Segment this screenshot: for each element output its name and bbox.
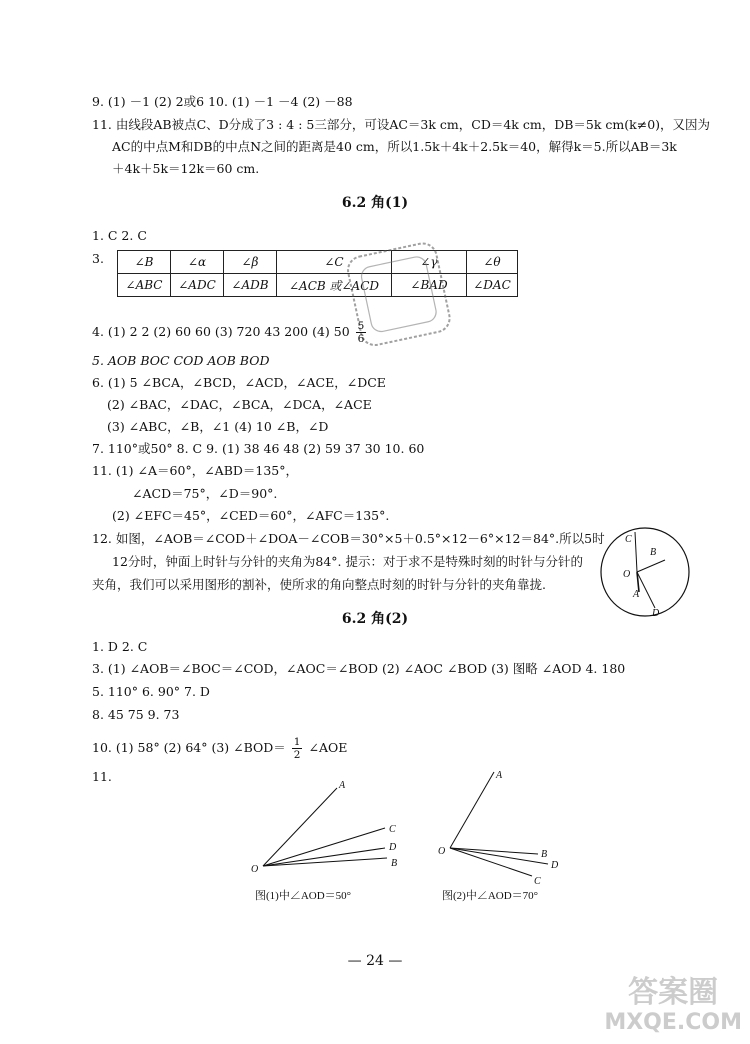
table-cell: ∠β	[224, 251, 277, 274]
answer-s1-q12b: 12分时，钟面上时针与分针的夹角为84°. 提示：对于求不是特殊时刻的时针与分针的	[112, 554, 584, 569]
watermark-top: 答案圈	[628, 975, 719, 1010]
answer-s2-q10-text: 10. (1) 58° (2) 64° (3) ∠BOD＝	[92, 740, 286, 755]
fig1-ray-ob	[263, 858, 387, 866]
answer-line-11a: 11. 由线段AB被点C、D分成了3 : 4 : 5三部分，可设AC＝3k cm，CD＝4k cm，DB＝5k cm(k≠0)，又因为	[92, 117, 711, 132]
page-number: — 24 —	[347, 953, 403, 969]
table-cell: ∠DAC	[467, 274, 518, 297]
fig2-label-o: O	[438, 846, 446, 857]
answer-s2-q5: 5. 110° 6. 90° 7. D	[92, 684, 210, 699]
figure-1	[245, 772, 415, 907]
table-cell: ∠ADC	[171, 274, 224, 297]
fig2-label-d: D	[551, 860, 559, 871]
answer-s2-q8: 8. 45 75 9. 73	[92, 707, 180, 722]
fig1-label-a: A	[339, 780, 346, 791]
answer-line-11b: AC的中点M和DB的中点N之间的距离是40 cm，所以1.5k＋4k＋2.5k＝40，解得k＝5.所以AB＝3k	[112, 139, 677, 154]
table-cell: ∠ACB 或∠ACD	[277, 274, 392, 297]
fraction-denominator: 2	[293, 749, 301, 761]
fraction-denominator: 6	[357, 333, 365, 345]
fig2-ray-ob	[450, 848, 538, 854]
fig1-label-c: C	[389, 824, 396, 835]
answer-s1-q1: 1. C 2. C	[92, 228, 147, 243]
section-title-angle-2: 6.2 角(2)	[341, 611, 409, 627]
answer-s2-q3: 3. (1) ∠AOB＝∠BOC＝∠COD，∠AOC＝∠BOD (2) ∠AOC ∠BOD (3) 图略 ∠AOD 4. 180	[92, 661, 626, 676]
watermark-bottom: MXQE.COM	[604, 1010, 742, 1035]
fig1-ray-od	[263, 848, 385, 866]
table-cell: ∠B	[118, 251, 171, 274]
clock-face	[601, 528, 689, 616]
fig2-ray-oa	[450, 772, 494, 848]
table-cell: ∠α	[171, 251, 224, 274]
fig2-label-b: B	[541, 849, 548, 860]
answer-s1-q4-text: 4. (1) 2 2 (2) 60 60 (3) 720 43 200 (4) 50	[92, 324, 350, 339]
answer-s2-q10	[92, 736, 347, 761]
fig1-caption: 图(1)中∠AOD＝50°	[255, 890, 352, 902]
answer-s1-q5: 5. AOB BOC COD AOB BOD	[92, 353, 270, 368]
answer-s1-q7: 7. 110°或50° 8. C 9. (1) 38 46 48 (2) 59 37 30 10. 60	[92, 441, 425, 456]
clock-ray-od	[637, 572, 655, 608]
answer-s1-q12c: 夹角，我们可以采用图形的割补，使所求的角向整点时刻的时针与分针的夹角靠拢.	[92, 577, 546, 592]
answer-s1-q3-label: 3.	[92, 251, 104, 266]
fig2-label-c: C	[534, 876, 541, 887]
table-cell: ∠ADB	[224, 274, 277, 297]
fraction-one-half	[292, 736, 303, 761]
answer-s1-q6a: 6. (1) 5 ∠BCA，∠BCD，∠ACD，∠ACE，∠DCE	[92, 375, 386, 390]
fig1-label-d: D	[389, 842, 397, 853]
table-cell: ∠C	[277, 251, 392, 274]
clock-label-b: B	[650, 547, 657, 558]
fig2-ray-od	[450, 848, 548, 864]
fig1-label-o: O	[251, 864, 259, 875]
fig2-ray-oc	[450, 848, 532, 876]
clock-ray-ob	[637, 560, 665, 572]
fig2-caption: 图(2)中∠AOD＝70°	[442, 890, 539, 902]
table-cell: ∠ABC	[118, 274, 171, 297]
clock-ray-oc	[635, 532, 637, 572]
answer-s1-q4	[92, 320, 368, 345]
fraction-five-sixths	[356, 320, 367, 345]
clock-label-c: C	[625, 534, 632, 545]
answer-s1-q6b: (2) ∠BAC，∠DAC，∠BCA，∠DCA，∠ACE	[107, 397, 372, 412]
fraction-numerator: 1	[293, 736, 301, 748]
answer-s1-q12a: 12. 如图，∠AOB＝∠COD＋∠DOA－∠COB＝30°×5＋0.5°×12－6°×12＝84°.所以5时	[92, 531, 605, 546]
answer-s1-q11a: 11. (1) ∠A＝60°，∠ABD＝135°，	[92, 463, 299, 478]
clock-label-a: A	[633, 589, 640, 600]
answer-s1-q11c: (2) ∠EFC＝45°，∠CED＝60°，∠AFC＝135°.	[112, 508, 390, 523]
fig2-label-a: A	[496, 770, 503, 781]
clock-diagram	[595, 522, 695, 622]
fraction-numerator: 5	[357, 320, 365, 332]
answer-s1-q6c: (3) ∠ABC，∠B，∠1 (4) 10 ∠B，∠D	[107, 419, 329, 434]
answer-s1-q11b: ∠ACD＝75°，∠D＝90°.	[132, 486, 278, 501]
table-cell: ∠γ	[392, 251, 467, 274]
table-cell: ∠θ	[467, 251, 518, 274]
figure-2	[432, 766, 582, 907]
section-title-angle-1: 6.2 角(1)	[341, 195, 409, 211]
watermark-logo	[604, 975, 742, 1038]
answer-line-9: 9. (1) －1 (2) 2或6 10. (1) －1 －4 (2) －88	[92, 94, 353, 109]
table-cell: ∠BAD	[392, 274, 467, 297]
answer-s2-q11: 11.	[92, 769, 112, 784]
answer-s2-q1: 1. D 2. C	[92, 639, 148, 654]
answer-s2-q10-tail: ∠AOE	[308, 740, 348, 755]
clock-label-d: D	[652, 608, 660, 619]
fig1-label-b: B	[391, 858, 398, 869]
answer-line-11c: ＋4k＋5k＝12k＝60 cm.	[112, 161, 260, 176]
clock-label-o: O	[623, 569, 631, 580]
